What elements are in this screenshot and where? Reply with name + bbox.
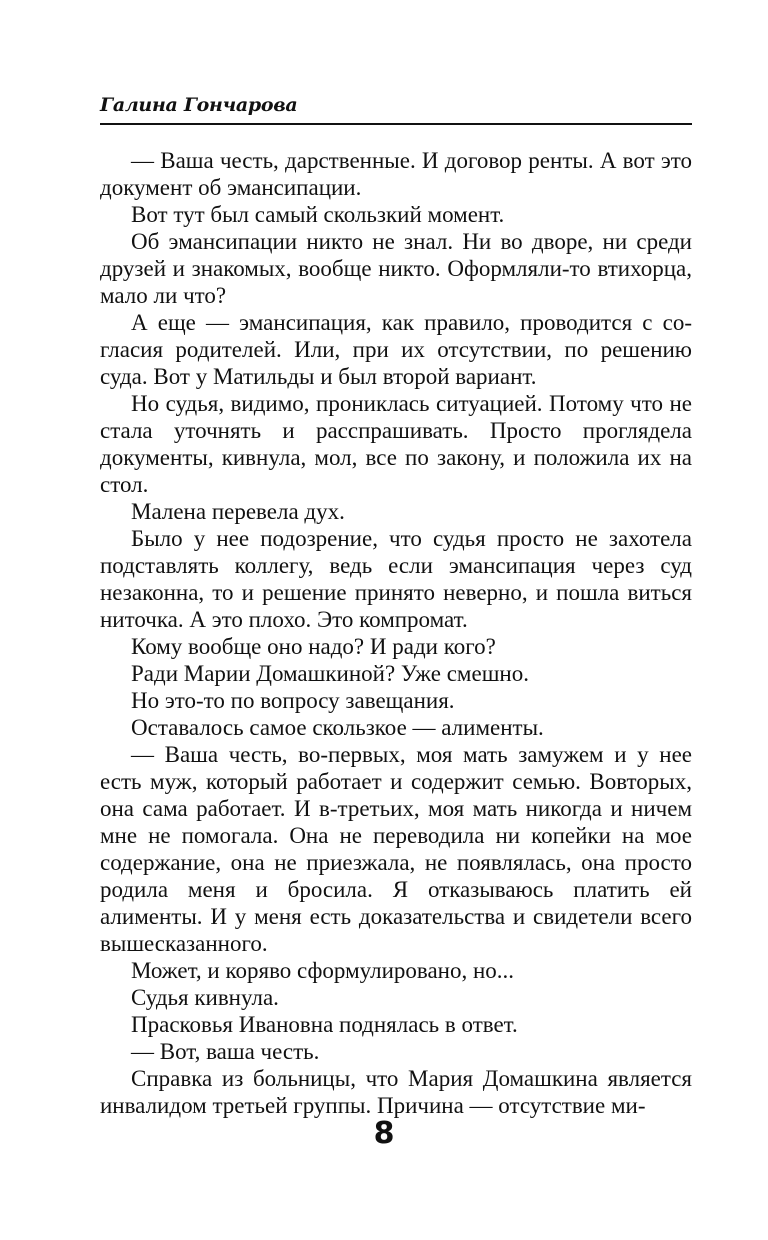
paragraph: Кому вообще оно надо? И ради кого? [131, 634, 496, 659]
header-rule [100, 123, 692, 125]
paragraph: Об эмансипации никто не знал. Ни во дворе, ни среди друзей и знакомых, вообще никто. Оформляли-то втихорца, мало ли что? [100, 229, 692, 308]
paragraph: — Ваша честь, во-первых, моя мать замужем и у нее есть муж, который работает и содержит семью. Вовторых, она сама работает. И в-третьих, моя мать никогда и ничем мне не помогала. Она не переводила ни копейки на мое содержание, она не приезжала, не появлялась, она просто родила меня и бросила. Я отказываюсь платить ей алименты. И у меня есть доказательства и свидетели всего вышесказанного. [100, 742, 692, 956]
paragraph: А еще — эмансипация, как правило, проводится с согласия родителей. Или, при их отсутствии, по решению суда. Вот у Матильды и был второй вариант. [100, 310, 692, 389]
paragraph: Может, и коряво сформулировано, но... [131, 958, 515, 983]
paragraph: Ради Марии Домашкиной? Уже смешно. [131, 661, 529, 686]
paragraph: Судья кивнула. [131, 985, 279, 1010]
paragraph: Вот тут был самый скользкий момент. [131, 202, 505, 227]
paragraph: — Вот, ваша честь. [131, 1039, 320, 1064]
paragraph: Оставалось самое скользкое — алименты. [131, 715, 544, 740]
page-number: 8 [373, 1116, 395, 1151]
paragraph: — Ваша честь, дарственные. И договор ренты. А вот это документ об эмансипации. [100, 148, 692, 200]
paragraph: Но судья, видимо, прониклась ситуацией. Потому что не стала уточнять и расспрашивать. Просто проглядела документы, кивнула, мол, все по закону, и положила их на стол. [100, 391, 692, 497]
running-head-title: Галина Гончарова [100, 94, 298, 116]
paragraph: Прасковья Ивановна поднялась в ответ. [131, 1012, 518, 1037]
paragraph: Но это-то по вопросу завещания. [131, 688, 455, 713]
body-text [100, 147, 692, 1119]
paragraph: Было у нее подозрение, что судья просто не захотела подставлять коллегу, ведь если эмансипация через суд незаконна, то и решение принято неверно, и пошла виться ниточка. А это плохо. Это компромат. [100, 526, 692, 632]
paragraph: Малена перевела дух. [131, 499, 345, 524]
paragraph: Справка из больницы, что Мария Домашкина является инвалидом третьей группы. Причина — отсутствие ми- [100, 1066, 692, 1118]
